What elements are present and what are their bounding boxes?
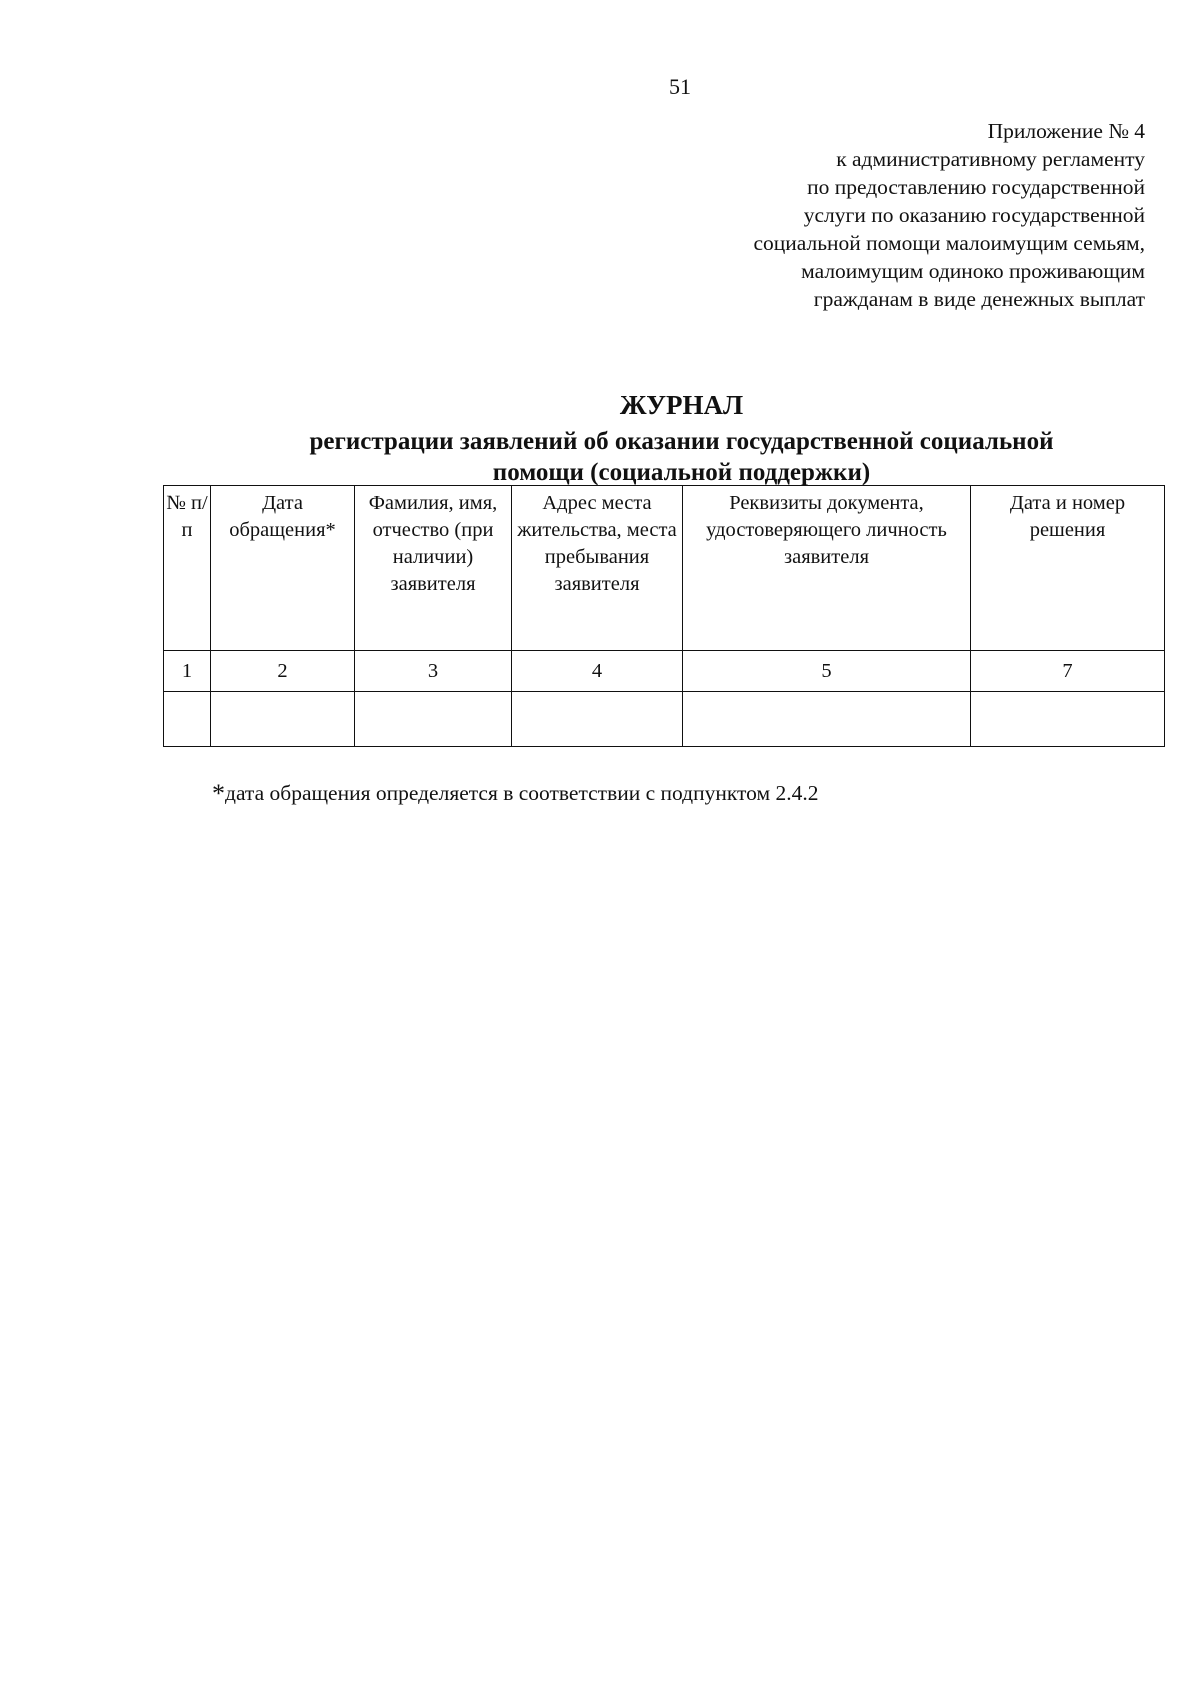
column-number-cell: 7 bbox=[971, 651, 1165, 692]
subtitle-line-1: регистрации заявлений об оказании государственной социальной bbox=[309, 428, 1054, 455]
appendix-line: по предоставлению государственной bbox=[807, 175, 1145, 199]
column-number-cell: 1 bbox=[164, 651, 211, 692]
table-cell bbox=[512, 692, 683, 747]
header-cell-request-date: Дата обращения* bbox=[211, 486, 355, 651]
appendix-line: услуги по оказанию государственной bbox=[803, 203, 1145, 227]
table-column-numbers-row bbox=[164, 651, 1165, 692]
header-cell-id-document: Реквизиты документа, удостоверяющего личность заявителя bbox=[683, 486, 971, 651]
column-number-cell: 2 bbox=[211, 651, 355, 692]
table-cell bbox=[971, 692, 1165, 747]
column-number-cell: 5 bbox=[683, 651, 971, 692]
appendix-line: социальной помощи малоимущим семьям, bbox=[753, 231, 1145, 255]
table-cell bbox=[211, 692, 355, 747]
column-number-cell: 4 bbox=[512, 651, 683, 692]
appendix-line: Приложение № 4 bbox=[987, 119, 1145, 143]
column-number-cell: 3 bbox=[355, 651, 512, 692]
registration-journal-table bbox=[163, 485, 1165, 747]
header-cell-address: Адрес места жительства, места пребывания заявителя bbox=[512, 486, 683, 651]
footnote-text: дата обращения определяется в соответствии с подпунктом 2.4.2 bbox=[225, 781, 819, 805]
appendix-line: к административному регламенту bbox=[836, 147, 1145, 171]
header-cell-applicant-name: Фамилия, имя, отчество (при наличии) заявителя bbox=[355, 486, 512, 651]
journal-title: ЖУРНАЛ bbox=[619, 390, 744, 420]
table-row bbox=[164, 692, 1165, 747]
table-header-row bbox=[164, 486, 1165, 651]
appendix-line: малоимущим одиноко проживающим bbox=[801, 259, 1145, 283]
appendix-line: гражданам в виде денежных выплат bbox=[813, 287, 1145, 311]
header-cell-decision: Дата и номер решения bbox=[971, 486, 1165, 651]
footnote-asterisk: * bbox=[212, 779, 225, 808]
journal-subtitle bbox=[160, 426, 1200, 488]
subtitle-line-2: помощи (социальной поддержки) bbox=[492, 459, 871, 486]
footnote bbox=[212, 779, 818, 809]
table-cell bbox=[355, 692, 512, 747]
table-cell bbox=[164, 692, 211, 747]
table-cell bbox=[683, 692, 971, 747]
header-cell-number: № п/п bbox=[164, 486, 211, 651]
page-number: 51 bbox=[669, 74, 691, 99]
appendix-block bbox=[625, 117, 1145, 313]
